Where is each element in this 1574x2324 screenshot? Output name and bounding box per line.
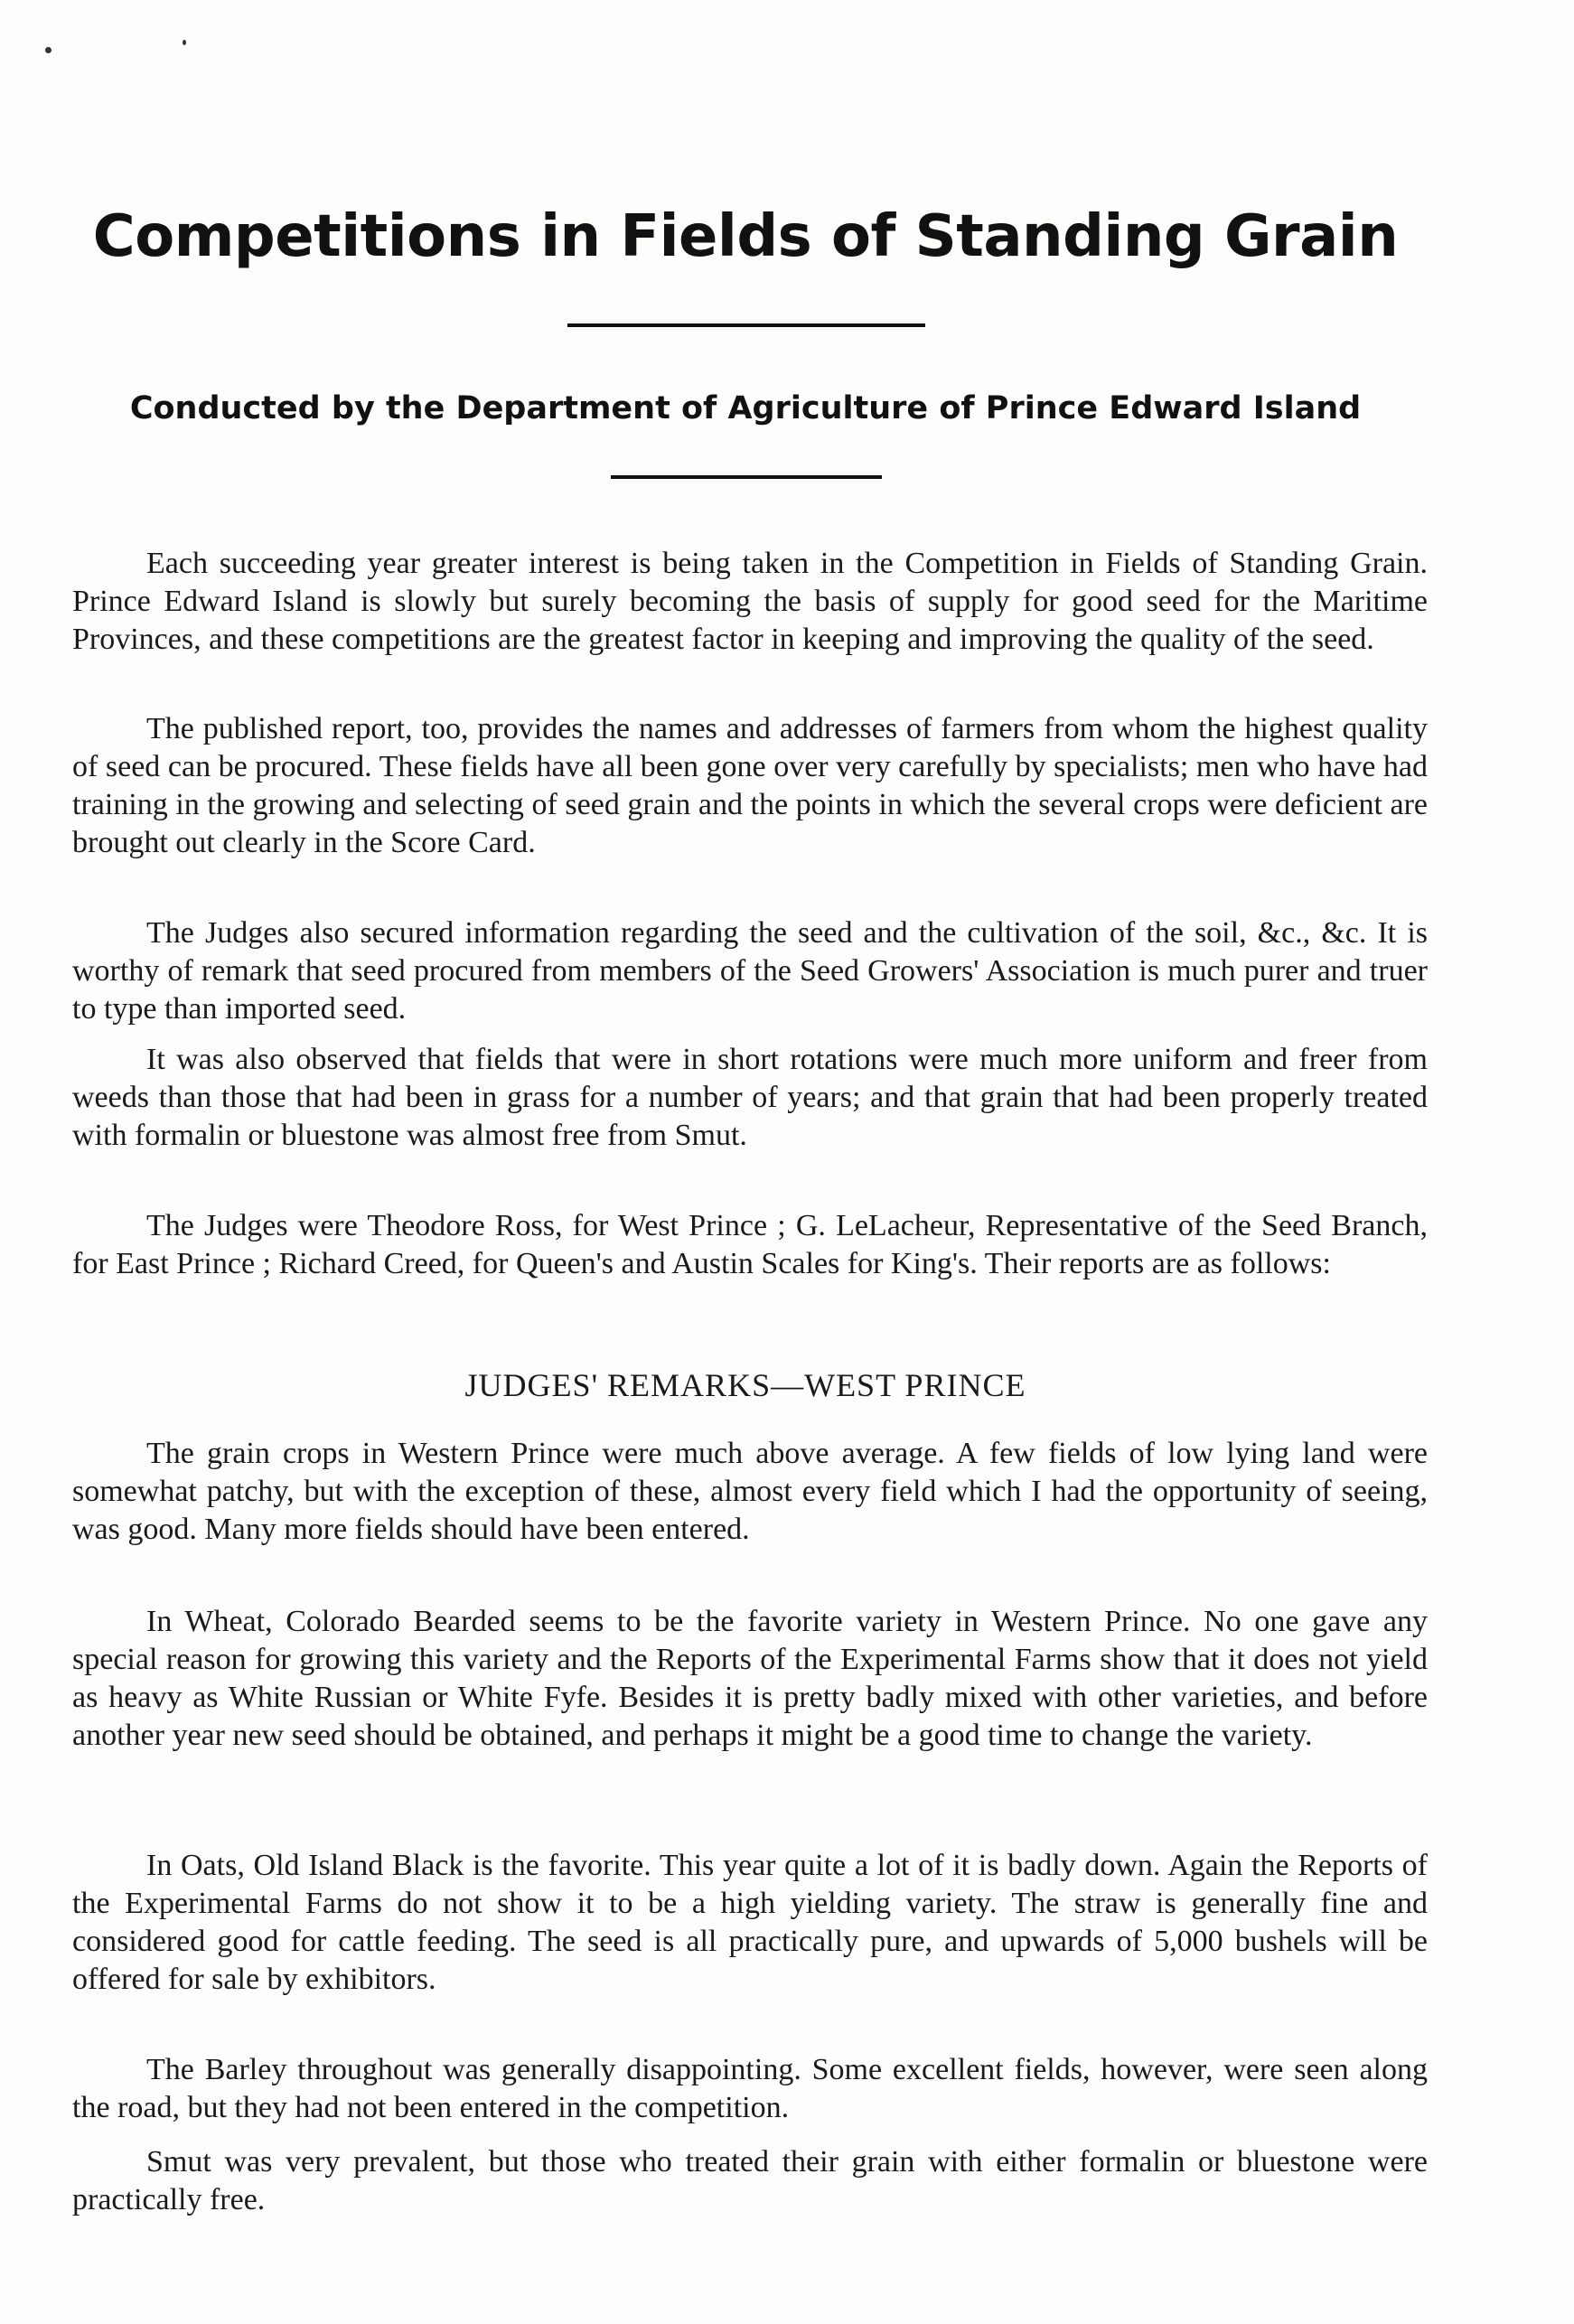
title-rule (567, 323, 925, 327)
section-paragraph: The grain crops in Western Prince were much above average. A few fields of low lying land were somewhat patchy, but with the exception of these, almost every field which I had the opportunity of seeing, was good. Many more fields should have been entered. (72, 1437, 1428, 1546)
ink-speck (183, 40, 186, 45)
section-heading: JUDGES' REMARKS—WEST PRINCE (464, 1367, 1026, 1403)
subtitle-rule (611, 475, 882, 479)
page-subtitle: Conducted by the Department of Agriculture of Prince Edward Island (129, 390, 1362, 426)
intro-paragraph: Each succeeding year greater interest is being taken in the Competition in Fields of Standing Grain. Prince Edward Island is slowly but surely becoming the basis of supply for good seed for the Maritime Provinces, and these competitions are the greatest factor in keeping and improving the quality of the seed. (72, 547, 1428, 656)
section-paragraph: The Barley throughout was generally disappointing. Some excellent fields, however, were seen along the road, but they had not been entered in the competition. (72, 2053, 1428, 2124)
section-paragraph: In Wheat, Colorado Bearded seems to be the favorite variety in Western Prince. No one gave any special reason for growing this variety and the Reports of the Experimental Farms show that it does not yield as heavy as White Russian or White Fyfe. Besides it is pretty badly mixed with other varieties, and before another year new seed should be obtained, and perhaps it might be a good time to change the variety. (72, 1605, 1428, 1752)
section-paragraph: Smut was very prevalent, but those who treated their grain with either formalin or bluestone were practically free. (72, 2145, 1428, 2216)
page-title: Competitions in Fields of Standing Grain (92, 203, 1399, 270)
intro-paragraph: The Judges also secured information regarding the seed and the cultivation of the soil, &c., &c. It is worthy of remark that seed procured from members of the Seed Growers' Association is much purer and truer to type than imported seed. (72, 916, 1428, 1026)
intro-paragraph: It was also observed that fields that were in short rotations were much more uniform and freer from weeds than those that had been in grass for a number of years; and that grain that had been properly treated with formalin or bluestone was almost free from Smut. (72, 1043, 1428, 1152)
section-paragraph: In Oats, Old Island Black is the favorite. This year quite a lot of it is badly down. Again the Reports of the Experimental Farms do not show it to be a high yielding variety. The straw is generally fine and considered good for cattle feeding. The seed is all practically pure, and upwards of 5,000 bushels will be offered for sale by exhibitors. (72, 1849, 1428, 1996)
intro-paragraph: The Judges were Theodore Ross, for West Prince ; G. LeLacheur, Representative of the Seed Branch, for East Prince ; Richard Creed, for Queen's and Austin Scales for King's. Their reports are as follows: (72, 1209, 1428, 1280)
ink-speck (45, 47, 52, 53)
intro-paragraph: The published report, too, provides the names and addresses of farmers from whom the highest quality of seed can be procured. These fields have all been gone over very carefully by specialists; men who have had training in the growing and selecting of seed grain and the points in which the several crops were deficient are brought out clearly in the Score Card. (72, 712, 1428, 859)
